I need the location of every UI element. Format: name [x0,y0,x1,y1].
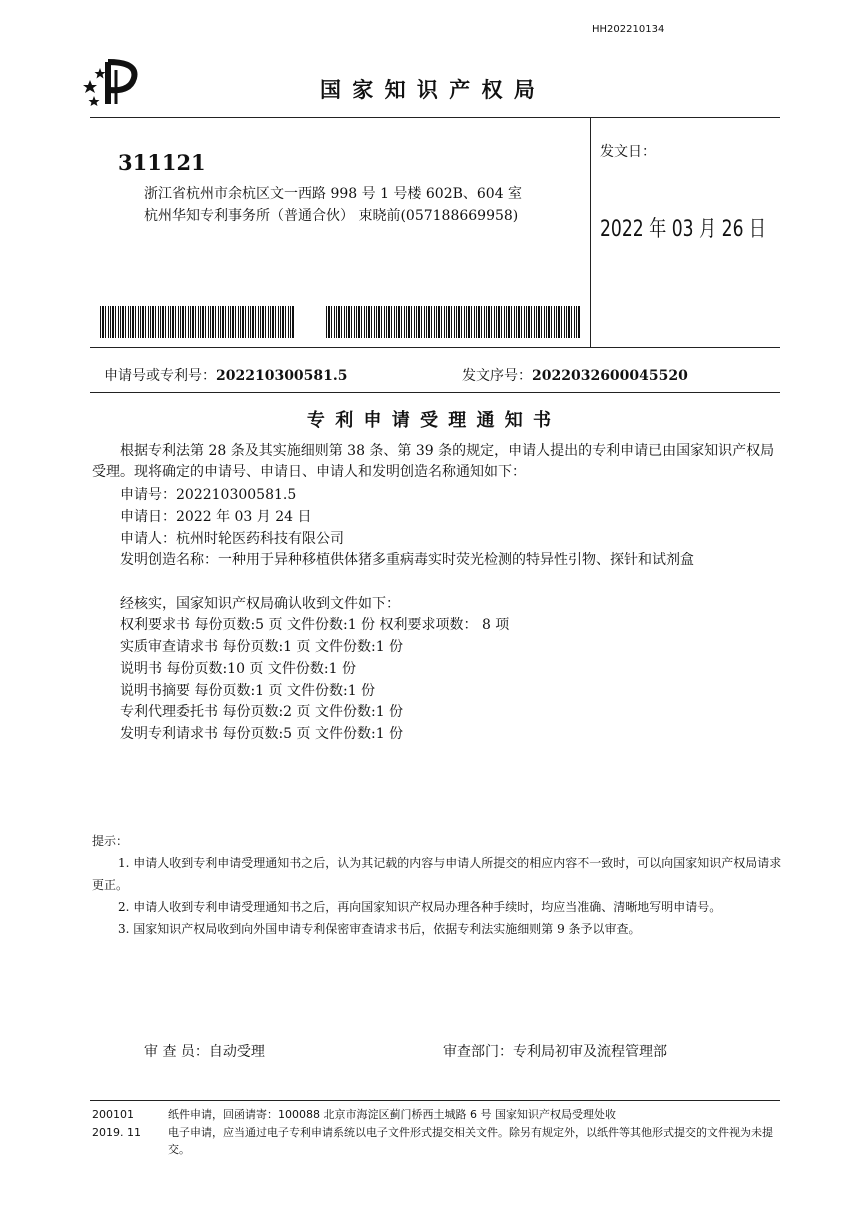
file-item: 权利要求书 每份页数:5 页 文件份数:1 份 权利要求项数： 8 项 [120,617,510,633]
intro-paragraph: 根据专利法第 28 条及其实施细则第 38 条、第 39 条的规定，申请人提出的专利申请已由国家知识产权局受理。现将确定的申请号、申请日、申请人和发明创造名称通知如下： [92,443,775,480]
footer-paper-instructions: 纸件申请，回函请寄：100088 北京市海淀区蓟门桥西土城路 6 号 国家知识产权局受理处收 [168,1108,616,1121]
file-item: 发明专利请求书 每份页数:5 页 文件份数:1 份 [120,726,404,742]
barcode-left [100,306,295,338]
file-item: 专利代理委托书 每份页数:2 页 文件份数:1 份 [120,704,404,720]
document-code: HH202210134 [592,24,665,35]
issue-date-label: 发文日： [600,144,656,160]
header-rule [90,117,780,118]
serial-number [462,365,688,385]
field-applicant: 申请人：杭州时轮医药科技有限公司 [120,531,344,547]
issue-date: 2022 年 03 月 26 日 [600,217,767,242]
footer-code-version: 2019. 11 [92,1126,141,1139]
field-application-date: 申请日：2022 年 03 月 24 日 [120,509,312,525]
examiner: 审 查 员：自动受理 [144,1044,265,1060]
serial-number-value: 2022032600045520 [532,368,688,384]
application-number-label: 申请号或专利号： [104,368,216,384]
verify-intro: 经核实，国家知识产权局确认收到文件如下： [120,596,400,612]
note-item: 3. 国家知识产权局收到向外国申请专利保密审查请求书后，依据专利法实施细则第 9 条予以审查。 [118,922,641,936]
cnipa-logo [80,58,142,108]
recipient-agency: 杭州华知专利事务所（普通合伙） 束晓前(057188669958) [144,208,519,224]
notes-label: 提示： [92,834,129,848]
document-title: 专 利 申 请 受 理 通 知 书 [306,410,554,431]
application-number-value: 202210300581.5 [216,368,348,384]
footer-code-form: 200101 [92,1108,134,1121]
barcode-right [326,306,581,338]
rule-below-numbers [90,392,780,393]
serial-number-label: 发文序号： [462,368,532,384]
file-item: 说明书 每份页数:10 页 文件份数:1 份 [120,661,356,677]
note-item: 2. 申请人收到专利申请受理通知书之后，再向国家知识产权局办理各种手续时，均应当准确、清晰地写明申请号。 [118,900,722,914]
field-invention-title: 发明创造名称：一种用于异种移植供体猪多重病毒实时荧光检测的特异性引物、探针和试剂盒 [120,552,694,568]
note-item: 1. 申请人收到专利申请受理通知书之后，认为其记载的内容与申请人所提交的相应内容不一致时，可以向国家知识产权局请求更正。 [92,856,782,892]
mid-rule [90,347,780,348]
postcode: 311121 [118,150,206,175]
file-item: 说明书摘要 每份页数:1 页 文件份数:1 份 [120,683,376,699]
field-application-number: 申请号：202210300581.5 [120,487,297,503]
office-name: 国 家 知 识 产 权 局 [320,78,537,102]
column-divider [590,117,591,347]
footer-electronic-instructions: 电子申请，应当通过电子专利申请系统以电子文件形式提交相关文件。除另有规定外，以纸件等其他形式提交的文件视为未提交。 [168,1126,773,1156]
examination-department: 审查部门：专利局初审及流程管理部 [443,1044,667,1060]
footer-rule [90,1100,780,1101]
recipient-address: 浙江省杭州市余杭区文一西路 998 号 1 号楼 602B、604 室 [144,186,523,202]
file-item: 实质审查请求书 每份页数:1 页 文件份数:1 份 [120,639,404,655]
application-number [104,365,348,385]
